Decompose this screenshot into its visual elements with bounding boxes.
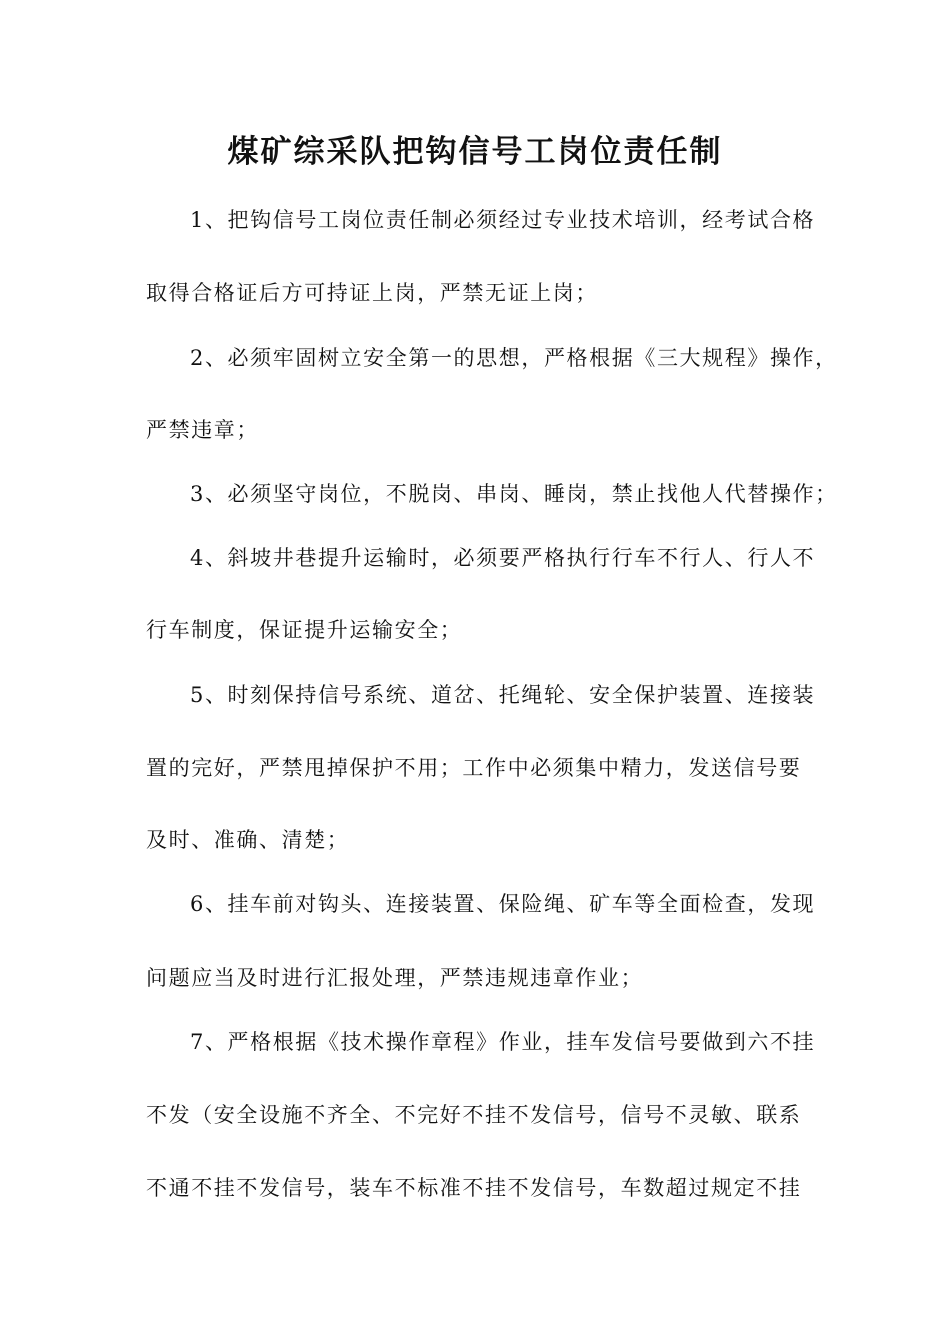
text-line-5: 3、必须坚守岗位，不脱岗、串岗、睡岗，禁止找他人代替操作； (190, 482, 838, 506)
text-line-15: 不通不挂不发信号，装车不标准不挂不发信号，车数超过规定不挂 (146, 1176, 802, 1200)
text-line-7: 行车制度，保证提升运输安全； (146, 618, 463, 642)
text-line-1: 1、把钩信号工岗位责任制必须经过专业技术培训，经考试合格 (190, 208, 816, 232)
text-line-3: 2、必须牢固树立安全第一的思想，严格根据《三大规程》操作， (190, 346, 838, 370)
text-line-10: 及时、准确、清楚； (146, 828, 350, 852)
text-line-4: 严禁违章； (146, 418, 259, 442)
text-line-9: 置的完好，严禁甩掉保护不用；工作中必须集中精力，发送信号要 (146, 756, 802, 780)
document-title: 煤矿综采队把钩信号工岗位责任制 (227, 134, 723, 170)
text-line-13: 7、严格根据《技术操作章程》作业，挂车发信号要做到六不挂 (190, 1030, 816, 1054)
text-line-6: 4、斜坡井巷提升运输时，必须要严格执行行车不行人、行人不 (190, 546, 816, 570)
text-line-8: 5、时刻保持信号系统、道岔、托绳轮、安全保护装置、连接装 (190, 683, 816, 707)
text-line-11: 6、挂车前对钩头、连接装置、保险绳、矿车等全面检查，发现 (190, 892, 816, 916)
text-line-12: 问题应当及时进行汇报处理，严禁违规违章作业； (146, 966, 644, 990)
text-line-14: 不发（安全设施不齐全、不完好不挂不发信号，信号不灵敏、联系 (146, 1103, 802, 1127)
text-line-2: 取得合格证后方可持证上岗，严禁无证上岗； (146, 281, 598, 305)
